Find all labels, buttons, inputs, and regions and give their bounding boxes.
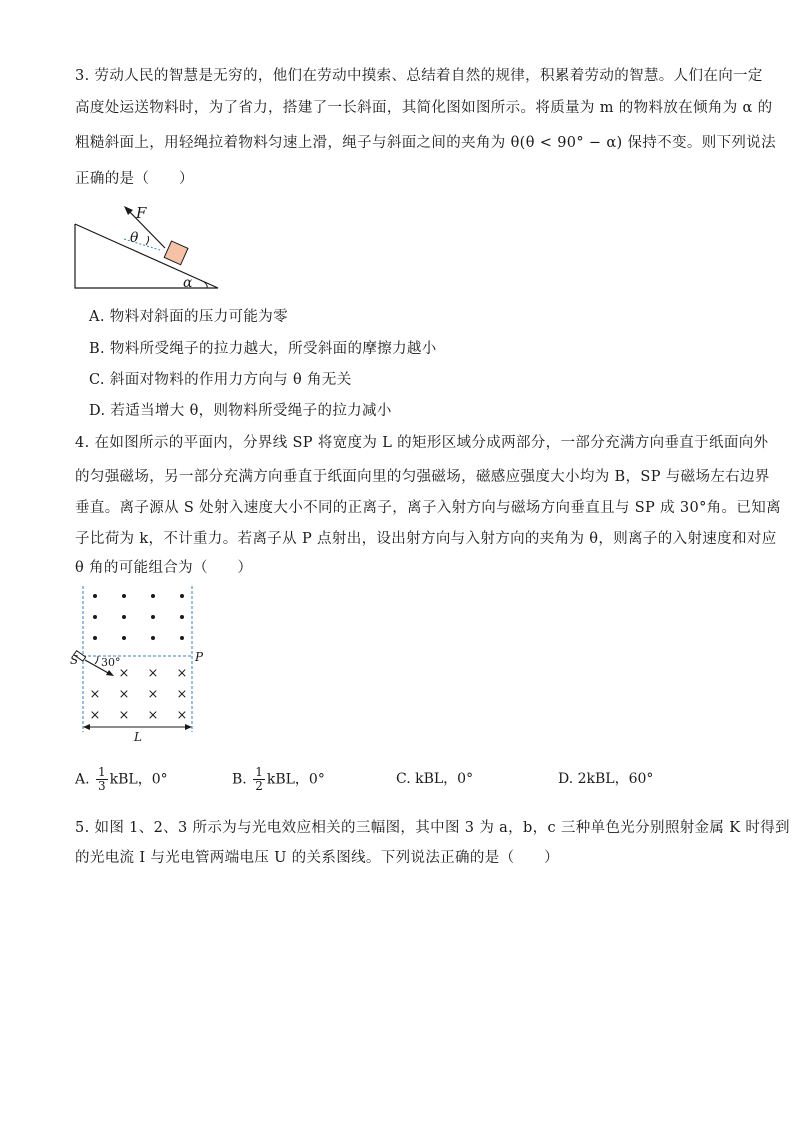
alpha-label: α: [183, 275, 193, 291]
incline-figure: [70, 196, 230, 292]
svg-text:×: ×: [118, 708, 130, 723]
q4-option-b: B. $\frac{1}{2}$ kBL，0°: [232, 765, 325, 793]
svg-text:×: ×: [176, 708, 188, 723]
angle-arc: [95, 656, 98, 664]
svg-text:×: ×: [176, 666, 188, 681]
svg-text:×: ×: [89, 708, 101, 723]
fraction-one-half: $\frac{1}{2}$: [255, 765, 263, 793]
q3-option-b: B. 物料所受绳子的拉力越大，所受斜面的摩擦力越小: [89, 341, 437, 357]
q5-text-line-1: 5. 如图 1、2、3 所示为与光电效应相关的三幅图，其中图 3 为 a，b，c 三种单色光分别照射金属 K 时得到: [75, 820, 790, 836]
fraction-one-third: $\frac{1}{3}$: [98, 765, 106, 793]
field-out-dots: [93, 594, 184, 640]
label-angle: 30°: [101, 656, 121, 669]
width-arrow-right: [185, 724, 192, 730]
q4-option-d: D. 2kBL，60°: [558, 771, 654, 787]
q3-text-line-4: 正确的是（ ）: [75, 171, 194, 187]
q4-text-line-4: 子比荷为 k，不计重力。若离子从 P 点射出，设出射方向与入射方向的夹角为 θ，则离子的入射速度和对应: [75, 531, 777, 547]
label-width: L: [134, 730, 142, 744]
q3-text-line-1: 3. 劳动人民的智慧是无穷的，他们在劳动中摸索、总结着自然的规律，积累着劳动的智慧。人们在向一定: [75, 68, 763, 84]
svg-text:×: ×: [147, 687, 159, 702]
q4-option-a: A. $\frac{1}{3}$ kBL，0°: [75, 765, 168, 793]
svg-text:×: ×: [176, 687, 188, 702]
theta-arc: [146, 236, 149, 245]
q3-option-a: A. 物料对斜面的压力可能为零: [89, 309, 288, 325]
label-s: S: [70, 653, 79, 667]
q3-option-c: C. 斜面对物料的作用力方向与 θ 角无关: [89, 372, 352, 388]
q5-text-line-2: 的光电流 I 与光电管两端电压 U 的关系图线。下列说法正确的是（ ）: [75, 850, 559, 866]
field-in-crosses: [90, 666, 188, 723]
material-block: [164, 241, 188, 265]
q3-option-d: D. 若适当增大 θ，则物料所受绳子的拉力减小: [89, 403, 392, 419]
force-label: F: [136, 204, 147, 222]
svg-text:×: ×: [147, 708, 159, 723]
q4-text-line-1: 4. 在如图所示的平面内，分界线 SP 将宽度为 L 的矩形区域分成两部分，一部分充满方向垂直于纸面向外: [75, 435, 769, 451]
q4-text-line-3: 垂直。离子源从 S 处射入速度大小不同的正离子，离子入射方向与磁场方向垂直且与 SP 成 30°角。已知离: [75, 500, 781, 516]
svg-text:×: ×: [118, 666, 130, 681]
q3-text-line-3: 粗糙斜面上，用轻绳拉着物料匀速上滑，绳子与斜面之间的夹角为 θ(θ < 90° − α) 保持不变。则下列说法: [75, 135, 776, 151]
svg-text:×: ×: [118, 687, 130, 702]
theta-label: θ: [130, 230, 139, 246]
label-p: P: [195, 650, 204, 664]
q4-option-c: C. kBL，0°: [396, 771, 474, 787]
incline-triangle: [75, 224, 218, 288]
width-arrow-left: [83, 724, 90, 730]
svg-text:×: ×: [147, 666, 159, 681]
svg-text:×: ×: [89, 687, 101, 702]
q4-text-line-5: θ 角的可能组合为（ ）: [75, 560, 253, 576]
magnetic-field-figure: [68, 584, 208, 746]
q4-text-line-2: 的匀强磁场，另一部分充满方向垂直于纸面向里的匀强磁场，磁感应强度大小均为 B，SP 与磁场左右边界: [75, 469, 770, 485]
q3-text-line-2: 高度处运送物料时，为了省力，搭建了一长斜面，其简化图如图所示。将质量为 m 的物料放在倾角为 α 的: [75, 100, 773, 116]
